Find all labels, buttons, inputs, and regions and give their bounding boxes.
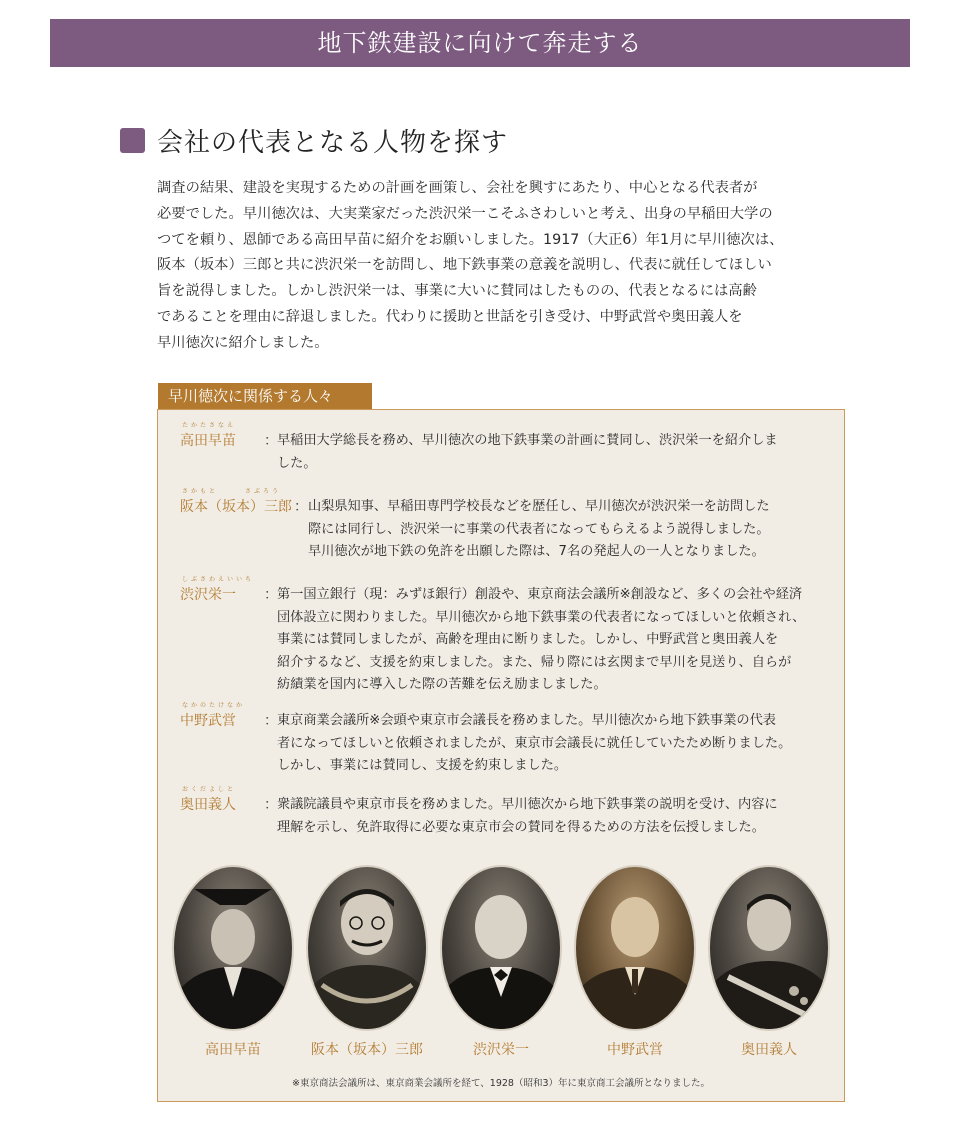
- portrait-photo: [306, 865, 428, 1031]
- portrait-sakamoto: [306, 865, 428, 1059]
- person-name: 中野武営: [180, 713, 236, 729]
- description-line: 東京商業会議所※会頭や東京市会議長を務めました。早川徳次から地下鉄事業の代表: [277, 713, 776, 728]
- person-silhouette-icon: [442, 867, 560, 1029]
- portrait-nakano: [574, 865, 696, 1059]
- portrait-caption: 中野武営: [607, 1042, 663, 1058]
- person-name: 高田早苗: [180, 433, 236, 449]
- description-line: 第一国立銀行（現：みずほ銀行）創設や、東京商法会議所※創設など、多くの会社や経済: [277, 587, 803, 602]
- portrait-photo: [440, 865, 562, 1031]
- portrait-caption: 渋沢栄一: [473, 1042, 529, 1058]
- portrait-takata: [172, 865, 294, 1059]
- intro-line: つてを頼り、恩師である高田早苗に紹介をお願いしました。1917（大正6）年1月に早川徳次は、: [157, 231, 784, 248]
- separator-colon: ：: [294, 499, 308, 515]
- section-heading: [120, 122, 508, 158]
- section-title: 会社の代表となる人物を探す: [157, 127, 509, 158]
- intro-line: 阪本（坂本）三郎と共に渋沢栄一を訪問し、地下鉄事業の意義を説明し、代表に就任してほしい: [157, 257, 772, 274]
- related-people-box: [157, 409, 845, 1102]
- intro-line: 早川徳次に紹介しました。: [157, 334, 329, 351]
- description-line: 団体設立に関わりました。早川徳次から地下鉄事業の代表者になってほしいと依頼され、: [277, 609, 806, 625]
- description-line: 紡績業を国内に導入した際の苦難を伝え励ましました。: [277, 677, 607, 692]
- description-line: 理解を示し、免許取得に必要な東京市会の賛同を得るための方法を伝授しました。: [277, 819, 765, 835]
- chapter-banner: 地下鉄建設に向けて奔走する: [50, 19, 910, 67]
- intro-line: 必要でした。早川徳次は、大実業家だった渋沢栄一こそふさわしいと考え、出身の早稲田大学の: [157, 205, 773, 222]
- name-ruby: しぶさわえいいち: [182, 576, 255, 583]
- person-description: [277, 710, 826, 778]
- name-ruby: おくだよしと: [182, 786, 237, 793]
- square-bullet-icon: [120, 128, 145, 153]
- footnote: ※東京商法会議所は、東京商業会議所を経て、1928（昭和3）年に東京商工会議所となりました。: [292, 1078, 710, 1089]
- description-line: 早川徳次が地下鉄の免許を出願した際は、7名の発起人の一人となりました。: [308, 544, 765, 559]
- related-people-tab: 早川徳次に関係する人々: [158, 383, 372, 409]
- person-name: 奥田義人: [180, 797, 236, 813]
- portrait-caption: 高田早苗: [205, 1042, 261, 1058]
- person-silhouette-icon: [308, 867, 426, 1029]
- person-description: [277, 430, 826, 475]
- intro-line: 調査の結果、建設を実現するための計画を画策し、会社を興すにあたり、中心となる代表者が: [157, 180, 758, 196]
- description-line: 紹介するなど、支援を約束しました。また、帰り際には玄関まで早川を見送り、自らが: [277, 654, 792, 670]
- portrait-photo: [574, 865, 696, 1031]
- portrait-photo: [172, 865, 294, 1031]
- portrait-caption: 阪本（坂本）三郎: [311, 1042, 423, 1058]
- name-ruby: たかたさなえ: [182, 422, 237, 429]
- person-name: 渋沢栄一: [180, 587, 236, 603]
- description-line: 早稲田大学総長を務め、早川徳次の地下鉄事業の計画に賛同し、渋沢栄一を紹介しま: [277, 433, 778, 448]
- portrait-row: [172, 865, 842, 1065]
- intro-line: 旨を説得しました。しかし渋沢栄一は、事業に大いに賛同はしたものの、代表となるには高齢: [157, 283, 757, 300]
- name-ruby: さかもと さぶろう: [182, 488, 282, 495]
- description-line: しかし、事業には賛同し、支援を約束しました。: [277, 758, 568, 773]
- description-line: 衆議院議員や東京市長を務めました。早川徳次から地下鉄事業の説明を受け、内容に: [277, 797, 778, 812]
- name-ruby: なかのたけなか: [182, 702, 246, 709]
- description-line: 際には同行し、渋沢栄一に事業の代表者になってもらえるよう説得しました。: [308, 521, 770, 537]
- person-silhouette-icon: [710, 867, 828, 1029]
- person-description: [277, 794, 826, 839]
- person-silhouette-icon: [174, 867, 292, 1029]
- description-line: した。: [277, 455, 317, 471]
- person-name: 阪本（坂本）三郎: [180, 499, 292, 515]
- intro-line: であることを理由に辞退しました。代わりに援助と世話を引き受け、中野武営や奥田義人を: [157, 308, 743, 325]
- separator-colon: ：: [264, 587, 278, 603]
- portrait-okuda: [708, 865, 830, 1059]
- separator-colon: ：: [264, 713, 278, 729]
- person-silhouette-icon: [576, 867, 694, 1029]
- portrait-photo: [708, 865, 830, 1031]
- description-line: 山梨県知事、早稲田専門学校長などを歴任し、早川徳次が渋沢栄一を訪問した: [308, 499, 770, 514]
- separator-colon: ：: [264, 433, 278, 449]
- intro-paragraph: [157, 176, 857, 357]
- separator-colon: ：: [264, 797, 278, 813]
- person-description: [308, 496, 826, 564]
- description-line: 事業には賛同しましたが、高齢を理由に断りました。しかし、中野武営と奥田義人を: [277, 632, 779, 647]
- person-description: [277, 584, 826, 697]
- portrait-shibusawa: [440, 865, 562, 1059]
- description-line: 者になってほしいと依頼されましたが、東京市会議長に就任していたため断りました。: [277, 735, 792, 751]
- portrait-caption: 奥田義人: [741, 1042, 797, 1058]
